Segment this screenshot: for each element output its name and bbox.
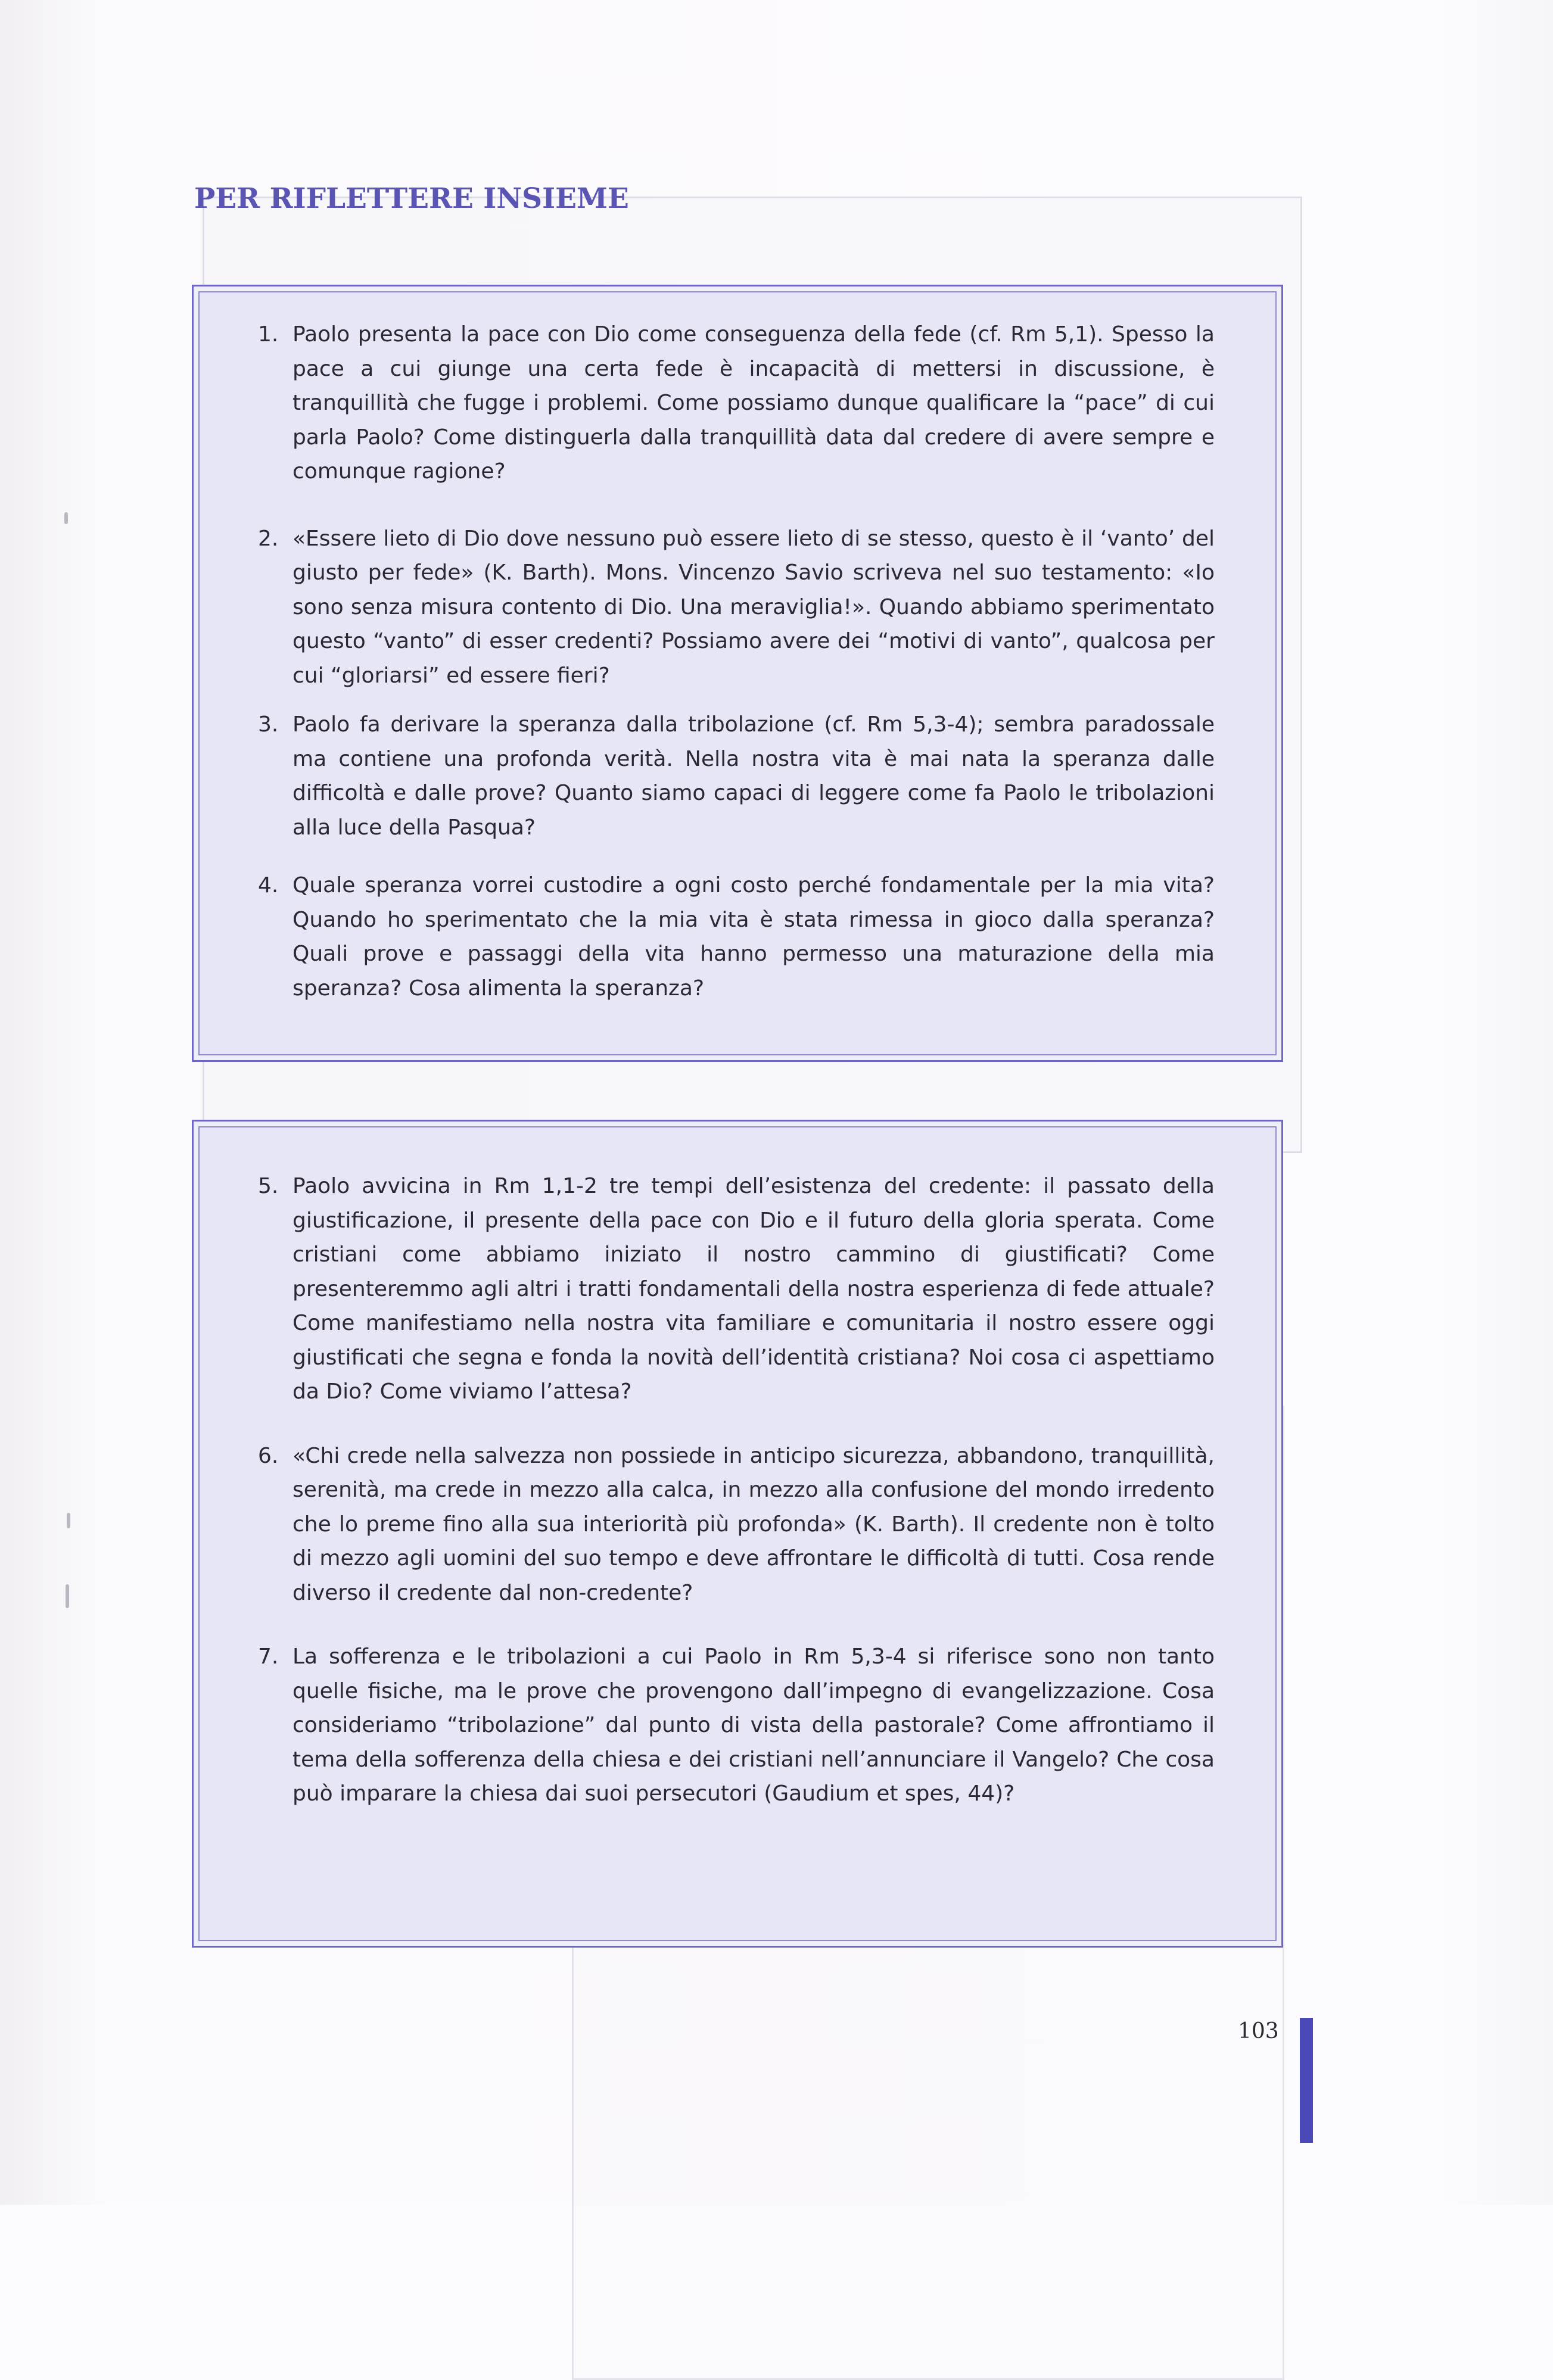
question-number: 2. [258, 526, 279, 551]
question-item [258, 868, 1215, 1005]
question-text: Quale speranza vorrei custodire a ogni costo perché fondamentale per la mia vita? Quando ho sperimentato che la mia vita è stata rimessa in gioco dalla speranza? Quali prove e passaggi della vita hanno permesso una maturazione della mia speranza? Cosa alimenta la speranza? [292, 873, 1215, 1001]
question-text: Paolo presenta la pace con Dio come conseguenza della fede (cf. Rm 5,1). Spesso la pace a cui giunge una certa fede è incapacità di mettersi in discussione, è tranquillità che fugge i problemi. Come possiamo dunque qualificare la “pace” di cui parla Paolo? Come distinguerla dalla tranquillità data dal credere di avere sempre e comunque ragione? [292, 322, 1215, 484]
questions-box-2 [192, 1120, 1283, 1948]
question-number: 5. [258, 1174, 279, 1198]
question-list [258, 317, 1215, 1005]
question-number: 1. [258, 322, 279, 347]
question-text: La sofferenza e le tribolazioni a cui Paolo in Rm 5,3-4 si riferisce sono non tanto quelle fisiche, ma le prove che provengono dall’impegno di evangelizzazione. Cosa consideriamo “tribolazione” dal punto di vista della pastorale? Come affrontiamo il tema della sofferenza della chiesa e dei cristiani nell’annunciare il Vangelo? Che cosa può imparare la chiesa dai suoi persecutori (Gaudium et spes, 44)? [292, 1644, 1215, 1806]
question-item [258, 522, 1215, 693]
margin-mark [64, 512, 68, 524]
question-text: Paolo fa derivare la speranza dalla tribolazione (cf. Rm 5,3-4); sembra paradossale ma contiene una profonda verità. Nella nostra vita è mai nata la speranza dalle difficoltà e dalle prove? Quanto siamo capaci di leggere come fa Paolo le tribolazioni alla luce della Pasqua? [292, 712, 1215, 840]
question-text: «Chi crede nella salvezza non possiede in anticipo sicurezza, abbandono, tranquillità, serenità, ma crede in mezzo alla calca, in mezzo alla confusione del mondo irredento che lo preme fino alla sua interiorità più profonda» (K. Barth). Il credente non è tolto di mezzo agli uomini del suo tempo e deve affrontare le difficoltà di tutti. Cosa rende diverso il credente dal non-credente? [292, 1443, 1215, 1605]
margin-mark [67, 1513, 70, 1528]
page-number: 103 [1238, 2019, 1279, 2043]
margin-mark [66, 1584, 69, 1608]
question-item [258, 317, 1215, 489]
question-number: 3. [258, 712, 279, 737]
section-heading: PER RIFLETTERE INSIEME [194, 182, 629, 215]
question-number: 4. [258, 873, 279, 898]
question-text: Paolo avvicina in Rm 1,1-2 tre tempi dell’esistenza del credente: il passato della giustificazione, il presente della pace con Dio e il futuro della gloria sperata. Come cristiani come abbiamo iniziato il nostro cammino di giustificati? Come presenteremmo agli altri i tratti fondamentali della nostra esperienza di fede attuale? Come manifestiamo nella nostra vita familiare e comunitaria il nostro essere oggi giustificati che segna e fonda la novità dell’identità cristiana? Noi cosa ci aspettiamo da Dio? Come viviamo l’attesa? [292, 1174, 1215, 1404]
questions-box-1 [192, 285, 1283, 1062]
question-list [258, 1169, 1215, 1811]
question-item [258, 1640, 1215, 1811]
question-number: 7. [258, 1644, 279, 1669]
question-item [258, 708, 1215, 845]
question-item [258, 1169, 1215, 1409]
question-text: «Essere lieto di Dio dove nessuno può essere lieto di se stesso, questo è il ‘vanto’ del giusto per fede» (K. Barth). Mons. Vincenzo Savio scriveva nel suo testamento: «Io sono senza misura contento di Dio. Una meraviglia!». Quando abbiamo sperimentato questo “vanto” di esser credenti? Possiamo avere dei “motivi di vanto”, qualcosa per cui “gloriarsi” ed essere fieri? [292, 526, 1215, 688]
question-item [258, 1439, 1215, 1610]
question-number: 6. [258, 1443, 279, 1468]
page-edge-tab [1300, 2018, 1313, 2143]
